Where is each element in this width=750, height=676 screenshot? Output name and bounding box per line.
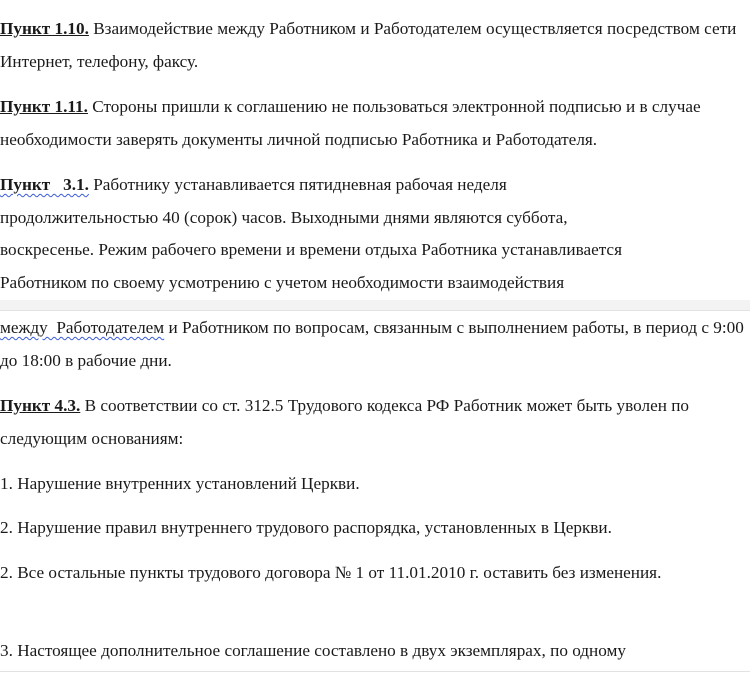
document-page-lower xyxy=(0,310,750,672)
list-item-2: 2. Нарушение правил внутреннего трудового распорядка, установленных в Церкви. xyxy=(0,518,612,537)
paragraph-text: В соответствии со ст. 312.5 Трудового кодекса РФ Работник может быть уволен по следующим основаниям: xyxy=(0,396,694,448)
paragraph-text: Взаимодействие между Работником и Работодателем осуществляется посредством сети Интернет, телефону, факсу. xyxy=(0,19,741,71)
paragraph-text-line: воскресенье. Режим рабочего времени и времени отдыха Работника устанавливается xyxy=(0,240,622,259)
paragraph-text-line: продолжительностью 40 (сорок) часов. Выходными днями являются суббота, xyxy=(0,207,568,227)
list-item-3: 2. Все остальные пункты трудового договора № 1 от 11.01.2010 г. оставить без изменения. xyxy=(0,563,662,582)
paragraph-text: и Работником по вопросам, связанным с выполнением работы, в период с 9:00 до 18:00 в рабочие дни. xyxy=(0,318,749,370)
paragraph-1-11 xyxy=(0,91,745,156)
paragraph-text: Стороны пришли к соглашению не пользоваться электронной подписью и в случае необходимости заверять документы личной подписью Работника и Работодателя. xyxy=(0,97,705,149)
clause-label: Пункт 3.1. xyxy=(0,175,89,194)
paragraph-1-10 xyxy=(0,13,745,78)
spelling-marked-text: между Работодателем xyxy=(0,318,165,337)
list-item-4: 3. Настоящее дополнительное соглашение составлено в двух экземплярах, по одному xyxy=(0,641,626,660)
paragraph-3-1-continued xyxy=(0,312,749,377)
document-page-upper xyxy=(0,0,750,301)
paragraph-text-line: Работнику устанавливается пятидневная рабочая неделя xyxy=(88,175,507,194)
clause-label: Пункт 1.10. xyxy=(0,19,89,38)
clause-label: Пункт 4.3. xyxy=(0,396,81,415)
page-break-gap xyxy=(0,300,750,310)
list-item-1: 1. Нарушение внутренних установлений Церкви. xyxy=(0,474,360,493)
paragraph-4-3 xyxy=(0,390,745,455)
paragraph-3-1 xyxy=(0,169,745,299)
paragraph-text-line: Работником по своему усмотрению с учетом необходимости взаимодействия xyxy=(0,272,565,292)
clause-label: Пункт 1.11. xyxy=(0,97,88,116)
